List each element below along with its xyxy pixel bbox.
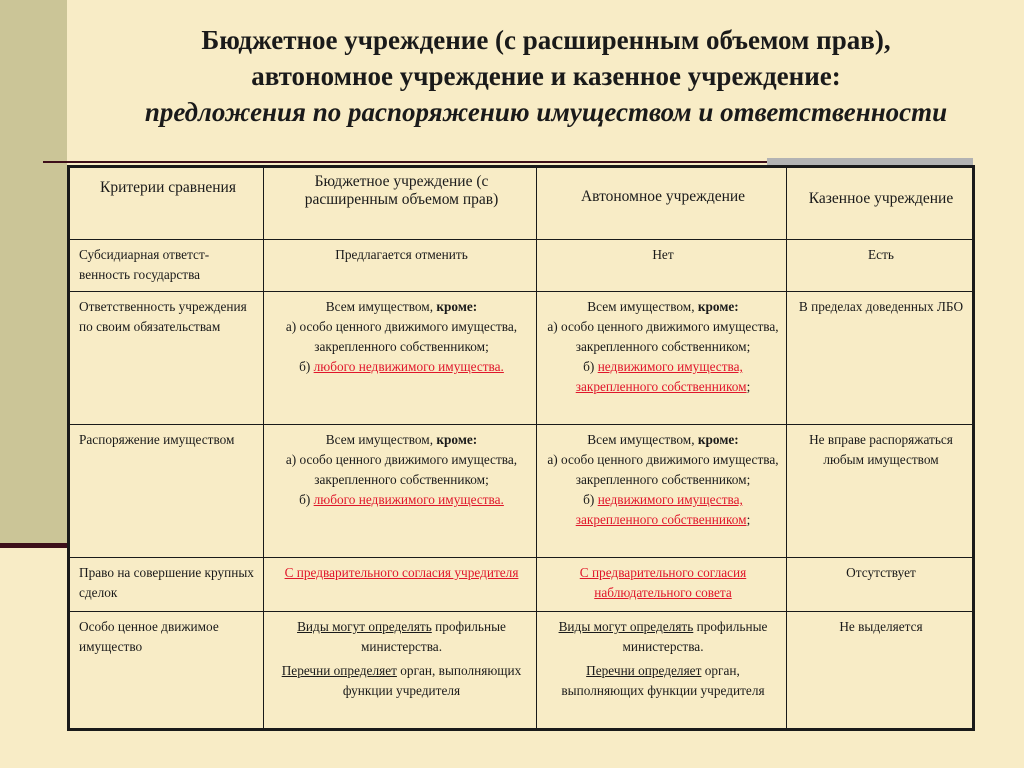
- item-b-highlight: любого недвижимого имущества.: [313, 359, 504, 374]
- title-tick-line: [43, 161, 67, 163]
- budget-cell: [264, 612, 537, 730]
- autonomous-cell: [537, 612, 787, 730]
- item-b-suffix: ;: [746, 512, 751, 527]
- item-a-text: а) особо ценного движимого имущества, закрепленного собственником;: [285, 319, 518, 354]
- budget-deal-text: С предварительного согласия учредителя: [284, 565, 519, 580]
- item-b-prefix: б): [583, 359, 595, 374]
- table-row: [69, 240, 974, 292]
- header-autonomous: Автономное учреждение: [537, 167, 787, 240]
- side-decor-strip: [0, 0, 67, 543]
- title-line-3: предложения по распоряжению имуществом и ответственности: [144, 97, 948, 127]
- header-budget: Бюджетное учреждение (с расширенным объемом прав): [264, 167, 537, 240]
- table-row: [69, 558, 974, 612]
- lists-rest-text: орган, выполняющих функции учредителя: [342, 663, 522, 698]
- except-text: кроме:: [697, 432, 739, 447]
- lead-text: Всем имуществом,: [325, 299, 434, 314]
- kinds-text: Виды могут определять: [297, 619, 432, 634]
- autonomous-cell: [537, 425, 787, 558]
- header-treasury: Казенное учреждение: [787, 167, 974, 240]
- treasury-cell: Отсутствует: [787, 558, 974, 612]
- item-b-prefix: б): [583, 492, 595, 507]
- side-decor-line: [0, 543, 67, 548]
- autonomous-cell: [537, 292, 787, 425]
- kinds-rest-text: профильные министерства.: [622, 619, 768, 654]
- criterion-cell: Особо ценное движимое имущество: [69, 612, 264, 730]
- kinds-rest-text: профильные министерства.: [360, 619, 506, 654]
- title-line-2: автономное учреждение и казенное учреждение:: [251, 61, 841, 91]
- item-a-text: а) особо ценного движимого имущества, закрепленного собственником;: [547, 319, 779, 354]
- table-row: [69, 612, 974, 730]
- budget-cell: [264, 292, 537, 425]
- budget-cell: [264, 425, 537, 558]
- lists-rest-text: орган, выполняющих функции учредителя: [561, 663, 765, 698]
- item-b-prefix: б): [299, 359, 311, 374]
- treasury-cell: Есть: [787, 240, 974, 292]
- lists-text: Перечни определяет: [586, 663, 702, 678]
- item-b-prefix: б): [299, 492, 311, 507]
- autonomous-cell: Нет: [537, 240, 787, 292]
- lead-text: Всем имуществом,: [587, 432, 695, 447]
- paragraph-gap: [546, 657, 780, 661]
- budget-cell: Предлагается отменить: [264, 240, 537, 292]
- table-row: [69, 292, 974, 425]
- table-header-row: [69, 167, 974, 240]
- item-b-highlight: недвижимого имущества, закрепленного собственником: [575, 359, 747, 394]
- item-b-highlight: любого недвижимого имущества.: [313, 492, 504, 507]
- except-text: кроме:: [436, 432, 478, 447]
- item-a-text: а) особо ценного движимого имущества, закрепленного собственником;: [285, 452, 518, 487]
- paragraph-gap: [273, 657, 530, 661]
- criterion-cell: Право на совершение крупных сделок: [69, 558, 264, 612]
- lists-text: Перечни определяет: [281, 663, 397, 678]
- treasury-cell: В пределах доведенных ЛБО: [787, 292, 974, 425]
- criterion-cell: Ответственность учреждения по своим обязательствам: [69, 292, 264, 425]
- autonomous-deal-text: С предварительного согласия наблюдательного совета: [579, 565, 747, 600]
- item-b-highlight: недвижимого имущества, закрепленного собственником: [575, 492, 747, 527]
- kinds-text: Виды могут определять: [558, 619, 694, 634]
- lead-text: Всем имуществом,: [325, 432, 434, 447]
- slide-title: [72, 22, 1020, 130]
- criterion-cell: Распоряжение имуществом: [69, 425, 264, 558]
- item-a-text: а) особо ценного движимого имущества, закрепленного собственником;: [547, 452, 779, 487]
- except-text: кроме:: [436, 299, 478, 314]
- item-b-suffix: ;: [746, 379, 751, 394]
- except-text: кроме:: [697, 299, 739, 314]
- comparison-table: [67, 165, 975, 731]
- autonomous-cell: [537, 558, 787, 612]
- title-rule: [67, 161, 767, 163]
- treasury-cell: Не вправе распоряжаться любым имуществом: [787, 425, 974, 558]
- criterion-cell: Субсидиарная ответст-венность государства: [69, 240, 264, 292]
- budget-cell: [264, 558, 537, 612]
- treasury-cell: Не выделяется: [787, 612, 974, 730]
- header-criteria: Критерии сравнения: [69, 167, 264, 240]
- lead-text: Всем имуществом,: [587, 299, 695, 314]
- table-row: [69, 425, 974, 558]
- title-line-1: Бюджетное учреждение (с расширенным объемом прав),: [201, 25, 891, 55]
